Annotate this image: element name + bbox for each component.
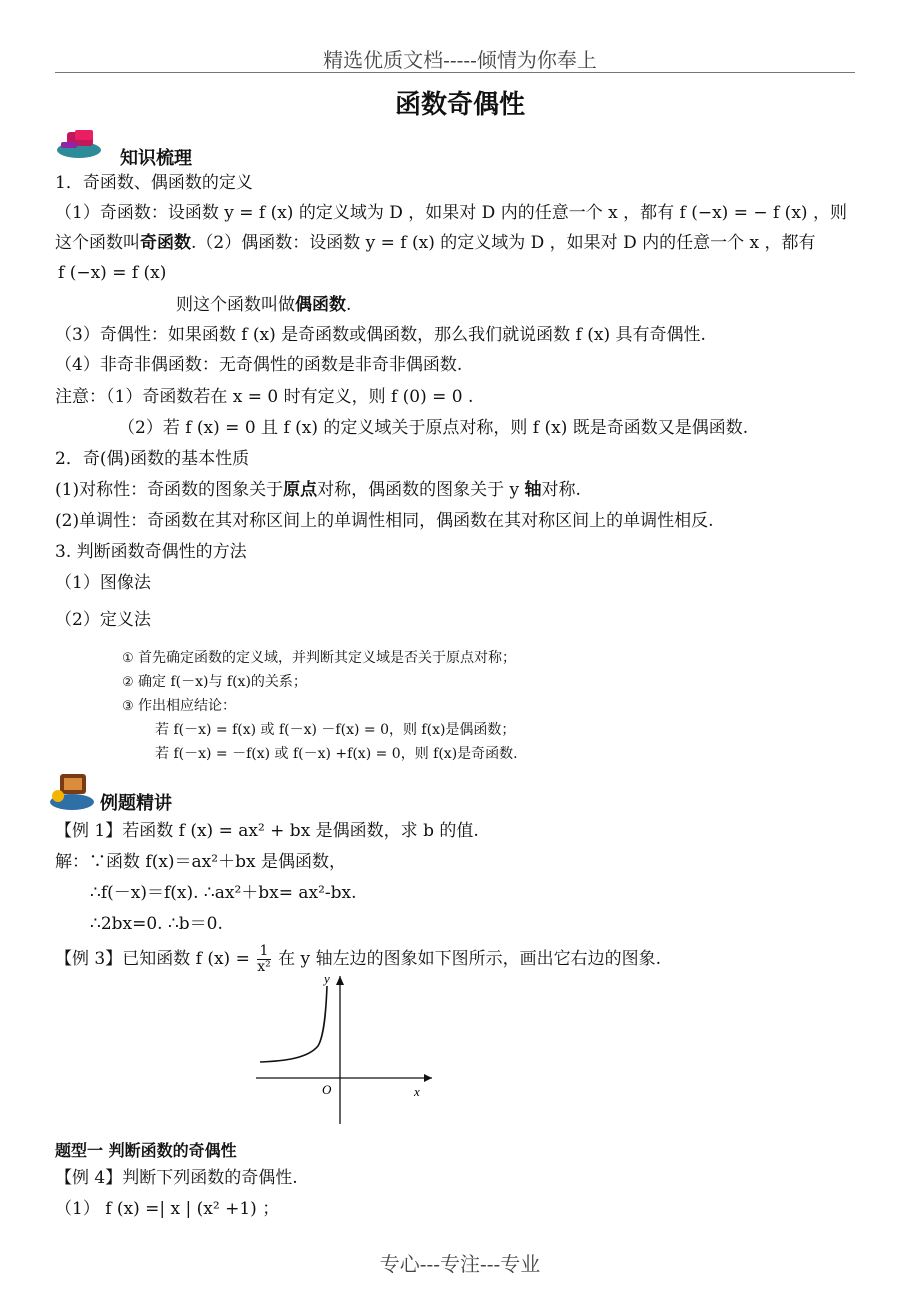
text-line: (2)单调性：奇函数在其对称区间上的单调性相同，偶函数在其对称区间上的单调性相反. xyxy=(55,511,714,531)
x-axis-arrow xyxy=(424,1074,432,1082)
term-origin: 原点 xyxy=(283,480,318,500)
step-item: ① 首先确定函数的定义域，并判断其定义域是否关于原点对称； xyxy=(122,650,516,666)
text-line: （1）奇函数：设函数 y = f (x) 的定义域为 D ，如果对 D 内的任意一个 x ，都有 f (−x) = − f (x) ，则 xyxy=(55,203,847,223)
note-line: 注意：（1）奇函数若在 x = 0 时有定义，则 f (0) = 0 . xyxy=(55,387,474,407)
y-label: y xyxy=(324,972,330,986)
page-footer: 专心---专注---专业 xyxy=(379,1252,541,1276)
header-rule xyxy=(55,72,855,73)
text-line: 3. 判断函数奇偶性的方法 xyxy=(55,542,247,562)
term-axis: 轴 xyxy=(524,480,542,500)
text-line: （4）非奇非偶函数：无奇偶性的函数是非奇非偶函数. xyxy=(55,355,463,375)
solution-line: ∴2bx=0. ∴b＝0. xyxy=(90,914,223,934)
teacher-icon xyxy=(48,768,98,812)
page-header: 精选优质文档-----倾情为你奉上 xyxy=(323,48,597,72)
y-axis-arrow xyxy=(336,976,344,985)
step-item: ② 确定 f(－x)与 f(x)的关系； xyxy=(122,674,307,690)
books-icon xyxy=(55,128,107,160)
curve-left xyxy=(260,986,327,1062)
graph xyxy=(256,972,436,1128)
question-type-heading: 题型一 判断函数的奇偶性 xyxy=(55,1141,237,1160)
x-label: x xyxy=(414,1084,420,1099)
solution-line: ∴f(－x)＝f(x). ∴ax²＋bx= ax²-bx. xyxy=(90,883,357,903)
section-heading-examples: 例题精讲 xyxy=(100,793,172,814)
text-line: 这个函数叫奇函数.（2）偶函数：设函数 y = f (x) 的定义域为 D ，如果对 D 内的任意一个 x ，都有 xyxy=(55,233,816,253)
formula-line: f (−x) = f (x) xyxy=(58,263,167,283)
term-odd-function: 奇函数 xyxy=(140,233,191,253)
term-even-function: 偶函数 xyxy=(295,295,346,315)
text-line: 则这个函数叫做偶函数. xyxy=(176,295,352,315)
step-item: ③ 作出相应结论： xyxy=(122,698,236,714)
page-title: 函数奇偶性 xyxy=(394,90,525,120)
example-3: 【例 3】已知函数 f (x) = $\frac{1}{\text{x²}}$ 在 y 轴左边的图象如下图所示，画出它右边的图象. xyxy=(55,943,661,975)
conclusion-line: 若 f(－x) = －f(x) 或 f(－x) +f(x) = 0，则 f(x)是奇函数. xyxy=(155,746,518,762)
example-4-item-1: （1） f (x) =| x | (x² +1) ； xyxy=(55,1199,280,1219)
text-line: (1)对称性：奇函数的图象关于原点对称，偶函数的图象关于 y 轴对称. xyxy=(55,480,581,500)
solution-line: 解：∵函数 f(x)＝ax²＋bx 是偶函数， xyxy=(55,852,346,872)
conclusion-line: 若 f(－x) = f(x) 或 f(－x) －f(x) = 0，则 f(x)是偶函数； xyxy=(155,722,516,738)
text-line: （2）定义法 xyxy=(55,610,151,630)
note-line: （2）若 f (x) = 0 且 f (x) 的定义域关于原点对称，则 f (x) 既是奇函数又是偶函数. xyxy=(118,418,749,438)
example-1: 【例 1】若函数 f (x) = ax² + bx 是偶函数，求 b 的值. xyxy=(55,821,479,841)
origin-label: O xyxy=(322,1082,332,1097)
section-heading-knowledge: 知识梳理 xyxy=(120,148,192,169)
fraction: $\frac{1}{\text{x²}}$ xyxy=(257,943,271,975)
text-line: （1）图像法 xyxy=(55,573,151,593)
text-line: 1．奇函数、偶函数的定义 xyxy=(55,173,253,193)
example-4: 【例 4】判断下列函数的奇偶性. xyxy=(55,1168,298,1188)
text-line: 2．奇(偶)函数的基本性质 xyxy=(55,449,250,469)
text-line: （3）奇偶性：如果函数 f (x) 是奇函数或偶函数，那么我们就说函数 f (x) 具有奇偶性. xyxy=(55,325,706,345)
